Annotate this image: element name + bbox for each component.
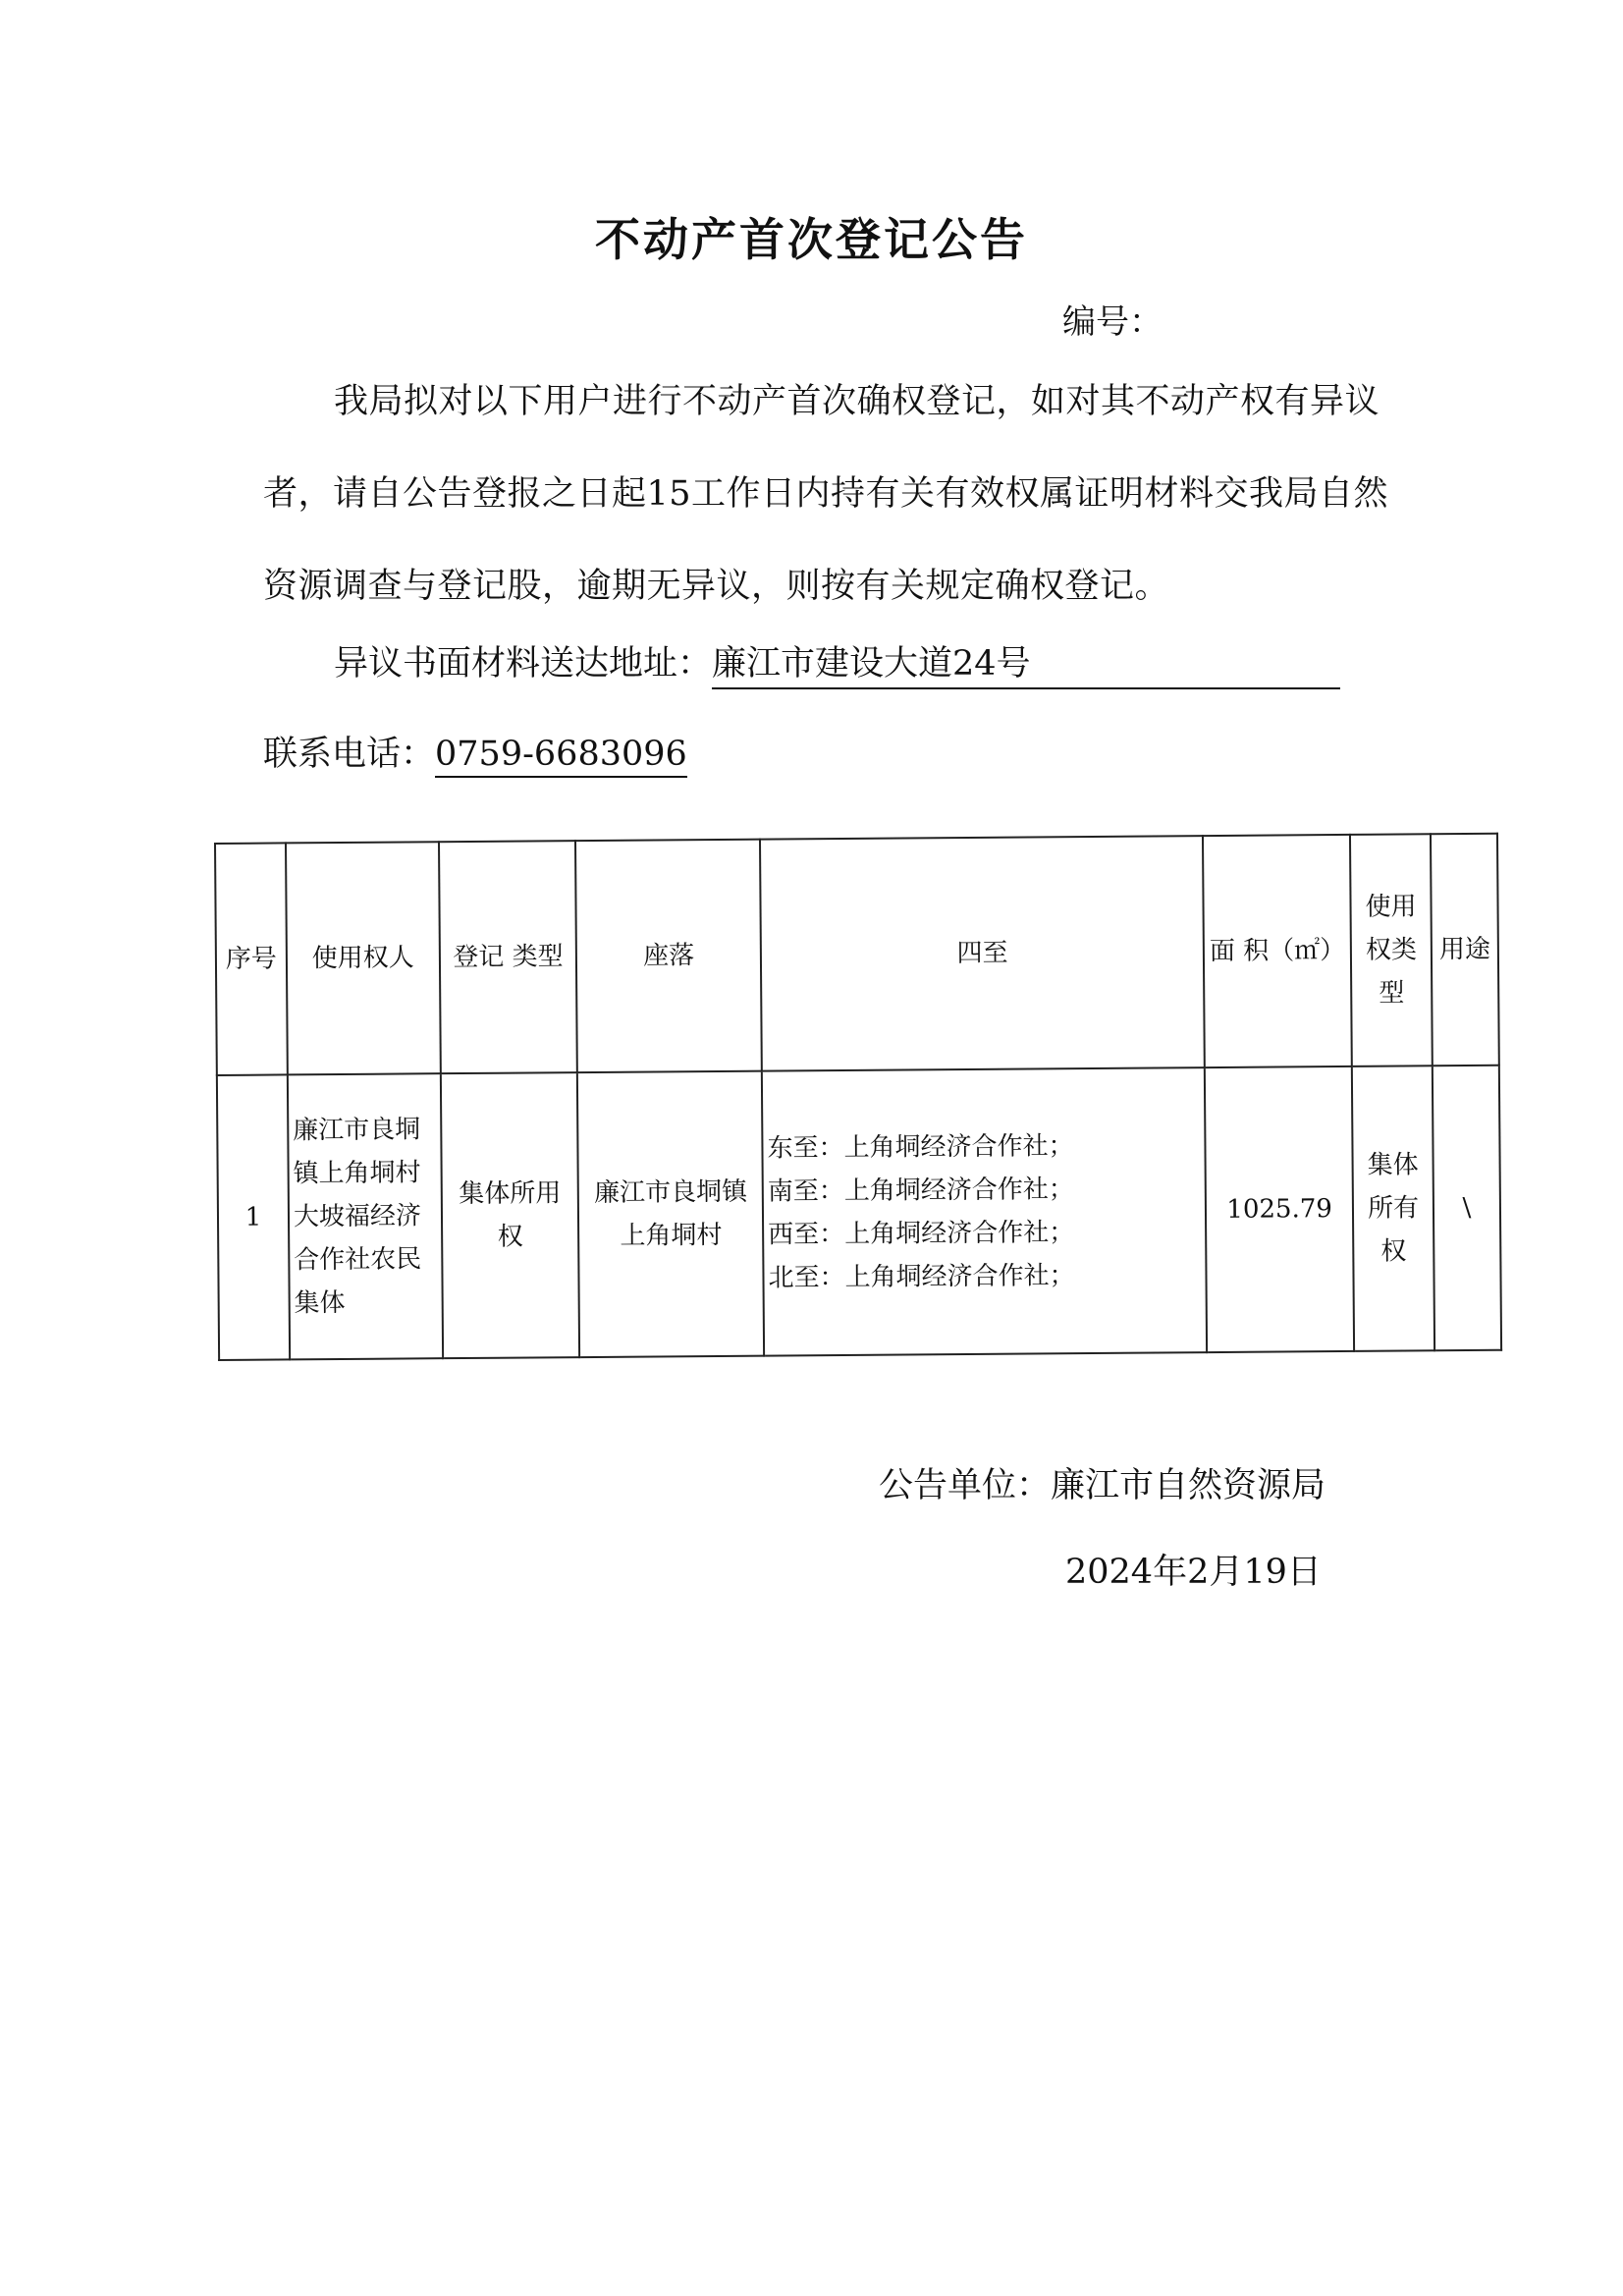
phone-line bbox=[263, 727, 687, 778]
notice-paragraph: 我局拟对以下用户进行不动产首次确权登记，如对其不动产权有异议者，请自公告登报之日起15工作日内持有关有效权属证明材料交我局自然资源调查与登记股，逾期无异议，则按有关规定确权登记。 bbox=[263, 382, 1389, 606]
notice-title: 不动产首次登记公告 bbox=[595, 213, 1028, 266]
address-line bbox=[334, 636, 1340, 689]
bound-south: 南至：上角垌经济合作社； bbox=[767, 1175, 1074, 1207]
header-seq: 序号 bbox=[215, 843, 288, 1075]
table-header-row bbox=[215, 834, 1499, 1075]
cell-bounds bbox=[762, 1067, 1207, 1356]
address-label: 异议书面材料送达地址： bbox=[334, 644, 713, 683]
cell-holder: 廉江市良垌镇上角垌村大坡福经济合作社农民集体 bbox=[288, 1073, 443, 1359]
bound-north: 北至：上角垌经济合作社； bbox=[768, 1261, 1075, 1293]
issue-date: 2024年2月19日 bbox=[1065, 1553, 1322, 1592]
header-holder: 使用权人 bbox=[286, 842, 441, 1074]
cell-area: 1025.79 bbox=[1205, 1066, 1354, 1352]
bound-east: 东至：上角垌经济合作社； bbox=[767, 1131, 1074, 1164]
header-location: 座落 bbox=[575, 840, 762, 1072]
header-area: 面 积（㎡） bbox=[1203, 835, 1352, 1067]
cell-seq: 1 bbox=[217, 1074, 290, 1360]
issuer: 公告单位：廉江市自然资源局 bbox=[879, 1466, 1326, 1505]
header-purpose: 用途 bbox=[1431, 834, 1499, 1066]
document-number-label: 编号： bbox=[1062, 302, 1163, 342]
cell-use-type: 集体所有权 bbox=[1352, 1066, 1434, 1351]
table-row bbox=[217, 1066, 1501, 1360]
registration-table bbox=[214, 833, 1502, 1361]
header-use-type: 使用权类型 bbox=[1350, 834, 1433, 1066]
cell-purpose: \ bbox=[1433, 1066, 1501, 1351]
phone-value: 0759-6683096 bbox=[435, 735, 687, 778]
address-value: 廉江市建设大道24号 bbox=[712, 636, 1340, 689]
header-bounds: 四至 bbox=[760, 836, 1205, 1071]
phone-label: 联系电话： bbox=[263, 735, 436, 774]
cell-reg-type: 集体所用权 bbox=[440, 1072, 579, 1358]
bound-west: 西至：上角垌经济合作社； bbox=[768, 1218, 1075, 1250]
cell-location: 廉江市良垌镇上角垌村 bbox=[577, 1071, 764, 1357]
header-reg-type: 登记 类型 bbox=[439, 841, 578, 1073]
